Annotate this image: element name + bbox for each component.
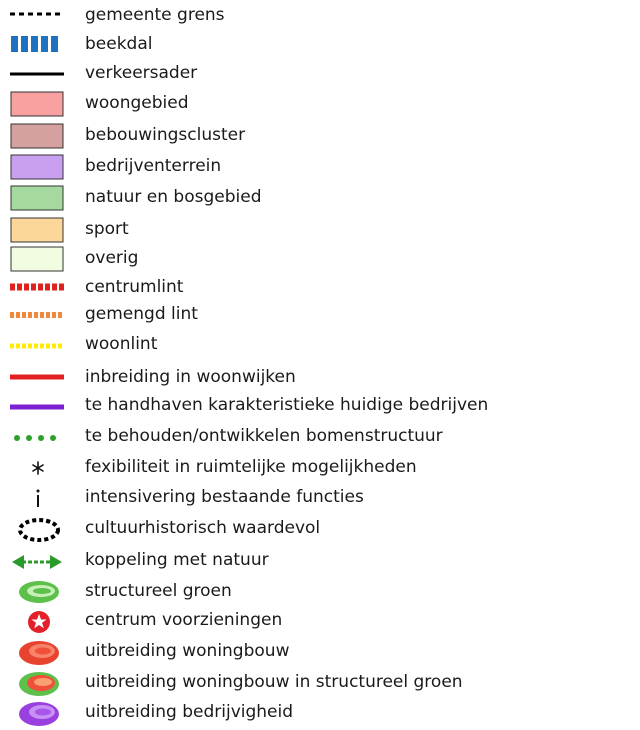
- legend-label: structureel groen: [85, 581, 232, 601]
- legend-item-natuur-en-bosgebied: [0, 182, 640, 212]
- red-star-circle-icon: [8, 605, 68, 635]
- legend-label: sport: [85, 219, 129, 239]
- legend-item-beekdal: [0, 29, 640, 59]
- legend-item-bebouwingscluster: [0, 120, 640, 150]
- dashed-border-line-icon: [8, 0, 68, 30]
- legend-label: cultuurhistorisch waardevol: [85, 518, 321, 538]
- legend-item-gemengd-lint: [0, 299, 640, 329]
- rose-swatch-icon: [8, 120, 68, 150]
- legend-label: intensivering bestaande functies: [85, 487, 364, 507]
- legend-label: te behouden/ontwikkelen bomenstructuur: [85, 426, 443, 446]
- red-blob-icon: [8, 636, 68, 666]
- legend-label: uitbreiding woningbouw in structureel groen: [85, 672, 463, 692]
- legend-item-woningbouw-in-groen: [0, 667, 640, 697]
- green-red-blob-icon: [8, 667, 68, 697]
- legend-item-inbreiding-in-woonwijken: [0, 362, 640, 392]
- legend-label: gemengd lint: [85, 304, 198, 324]
- legend-item-bedrijventerrein: [0, 151, 640, 181]
- black-line-icon: [8, 58, 68, 88]
- legend-label: fexibiliteit in ruimtelijke mogelijkheden: [85, 457, 417, 477]
- red-line-icon: [8, 362, 68, 392]
- legend-item-uitbreiding-bedrijvigheid: [0, 697, 640, 727]
- red-dotted-line-icon: [8, 272, 68, 302]
- legend-label: te handhaven karakteristieke huidige bedrijven: [85, 395, 489, 415]
- legend-item-fexibiliteit: [0, 452, 640, 482]
- legend-label: verkeersader: [85, 63, 198, 83]
- legend-item-centrumlint: [0, 272, 640, 302]
- legend-label: uitbreiding woningbouw: [85, 641, 290, 661]
- legend-item-centrum-voorzieningen: [0, 605, 640, 635]
- legend-item-bomenstructuur: [0, 421, 640, 451]
- orange-swatch-icon: [8, 214, 68, 244]
- asterisk-icon: [8, 452, 68, 482]
- purple-line-icon: [8, 390, 68, 420]
- green-blob-icon: [8, 576, 68, 606]
- legend-item-structureel-groen: [0, 576, 640, 606]
- legend-item-te-handhaven-bedrijven: [0, 390, 640, 420]
- legend-label: woonlint: [85, 334, 158, 354]
- legend-item-verkeersader: [0, 58, 640, 88]
- legend-label: centrumlint: [85, 277, 184, 297]
- legend-label: koppeling met natuur: [85, 550, 269, 570]
- green-dots-icon: [8, 421, 68, 451]
- legend-item-koppeling-met-natuur: [0, 545, 640, 575]
- legend-item-sport: [0, 214, 640, 244]
- legend-label: bedrijventerrein: [85, 156, 222, 176]
- legend-label: centrum voorzieningen: [85, 610, 283, 630]
- pale-green-swatch-icon: [8, 243, 68, 273]
- legend-item-uitbreiding-woningbouw: [0, 636, 640, 666]
- legend-item-cultuurhistorisch: [0, 513, 640, 543]
- blue-striped-bar-icon: [8, 29, 68, 59]
- legend-item-intensivering: [0, 482, 640, 512]
- yellow-dotted-line-icon: [8, 329, 68, 359]
- legend-label: woongebied: [85, 93, 189, 113]
- orange-dotted-line-icon: [8, 299, 68, 329]
- green-swatch-icon: [8, 182, 68, 212]
- legend-label: overig: [85, 248, 139, 268]
- purple-swatch-icon: [8, 151, 68, 181]
- legend-label: uitbreiding bedrijvigheid: [85, 702, 294, 722]
- legend-label: inbreiding in woonwijken: [85, 367, 296, 387]
- legend-label: gemeente grens: [85, 5, 225, 25]
- pink-swatch-icon: [8, 88, 68, 118]
- legend-label: beekdal: [85, 34, 153, 54]
- purple-blob-icon: [8, 697, 68, 727]
- exclamation-icon: [8, 482, 68, 512]
- legend-item-woonlint: [0, 329, 640, 359]
- legend-item-woongebied: [0, 88, 640, 118]
- double-arrow-icon: [8, 545, 68, 575]
- legend-item-overig: [0, 243, 640, 273]
- legend-item-gemeente-grens: [0, 0, 640, 30]
- legend-label: bebouwingscluster: [85, 125, 246, 145]
- dashed-ellipse-icon: [8, 513, 68, 543]
- legend-label: natuur en bosgebied: [85, 187, 262, 207]
